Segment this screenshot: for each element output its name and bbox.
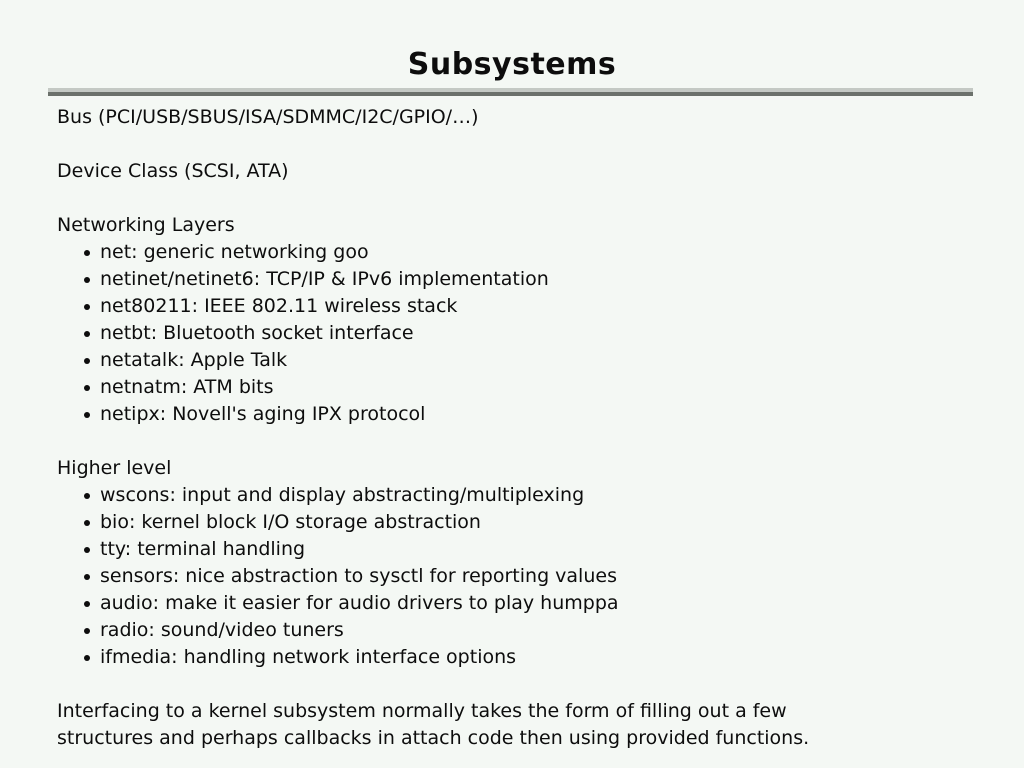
- section-heading: Bus (PCI/USB/SBUS/ISA/SDMMC/I2C/GPIO/…): [57, 106, 479, 128]
- bullet-text: netipx: Novell's aging IPX protocol: [100, 403, 426, 425]
- bullet-icon: [84, 601, 90, 607]
- page-title: Subsystems: [407, 47, 617, 82]
- bullet-text: netbt: Bluetooth socket interface: [100, 322, 414, 344]
- bullet-item: [84, 401, 1024, 428]
- bullet-text: ifmedia: handling network interface options: [100, 646, 517, 668]
- section: [57, 104, 1024, 131]
- bullet-text: tty: terminal handling: [100, 538, 306, 560]
- bullet-text: audio: make it easier for audio drivers to play humppa: [100, 592, 619, 614]
- bullet-icon: [84, 547, 90, 553]
- bullet-icon: [84, 628, 90, 634]
- bullet-icon: [84, 655, 90, 661]
- bullet-icon: [84, 331, 90, 337]
- bullet-icon: [84, 412, 90, 418]
- footer-paragraph: Interfacing to a kernel subsystem normally takes the form of filling out a few structures and perhaps callbacks in attach code then using provided functions.: [57, 700, 810, 749]
- bullet-icon: [84, 520, 90, 526]
- bullet-item: [84, 563, 1024, 590]
- bullet-text: bio: kernel block I/O storage abstraction: [100, 511, 481, 533]
- bullet-item: [84, 644, 1024, 671]
- bullet-icon: [84, 250, 90, 256]
- bullet-text: net: generic networking goo: [100, 241, 369, 263]
- bullet-item: [84, 617, 1024, 644]
- slide-body: [57, 104, 1024, 671]
- bullet-text: sensors: nice abstraction to sysctl for reporting values: [100, 565, 617, 587]
- title-rule: [48, 88, 973, 96]
- section: [57, 212, 1024, 428]
- bullet-icon: [84, 358, 90, 364]
- bullet-item: [84, 239, 1024, 266]
- bullet-text: net80211: IEEE 802.11 wireless stack: [100, 295, 458, 317]
- bullet-icon: [84, 385, 90, 391]
- bullet-icon: [84, 493, 90, 499]
- bullet-item: [84, 509, 1024, 536]
- bullet-item: [84, 482, 1024, 509]
- bullet-item: [84, 266, 1024, 293]
- section: [57, 455, 1024, 671]
- bullet-item: [84, 293, 1024, 320]
- bullet-item: [84, 347, 1024, 374]
- bullet-text: netinet/netinet6: TCP/IP & IPv6 implementation: [100, 268, 549, 290]
- section-heading: Networking Layers: [57, 214, 235, 236]
- bullet-list: [57, 482, 1024, 671]
- section-heading: Device Class (SCSI, ATA): [57, 160, 289, 182]
- bullet-text: netnatm: ATM bits: [100, 376, 274, 398]
- bullet-item: [84, 590, 1024, 617]
- bullet-item: [84, 320, 1024, 347]
- bullet-text: wscons: input and display abstracting/multiplexing: [100, 484, 585, 506]
- bullet-text: netatalk: Apple Talk: [100, 349, 288, 371]
- bullet-icon: [84, 304, 90, 310]
- section-heading: Higher level: [57, 457, 172, 479]
- bullet-item: [84, 536, 1024, 563]
- bullet-icon: [84, 574, 90, 580]
- bullet-list: [57, 239, 1024, 428]
- bullet-item: [84, 374, 1024, 401]
- bullet-text: radio: sound/video tuners: [100, 619, 344, 641]
- bullet-icon: [84, 277, 90, 283]
- section: [57, 158, 1024, 185]
